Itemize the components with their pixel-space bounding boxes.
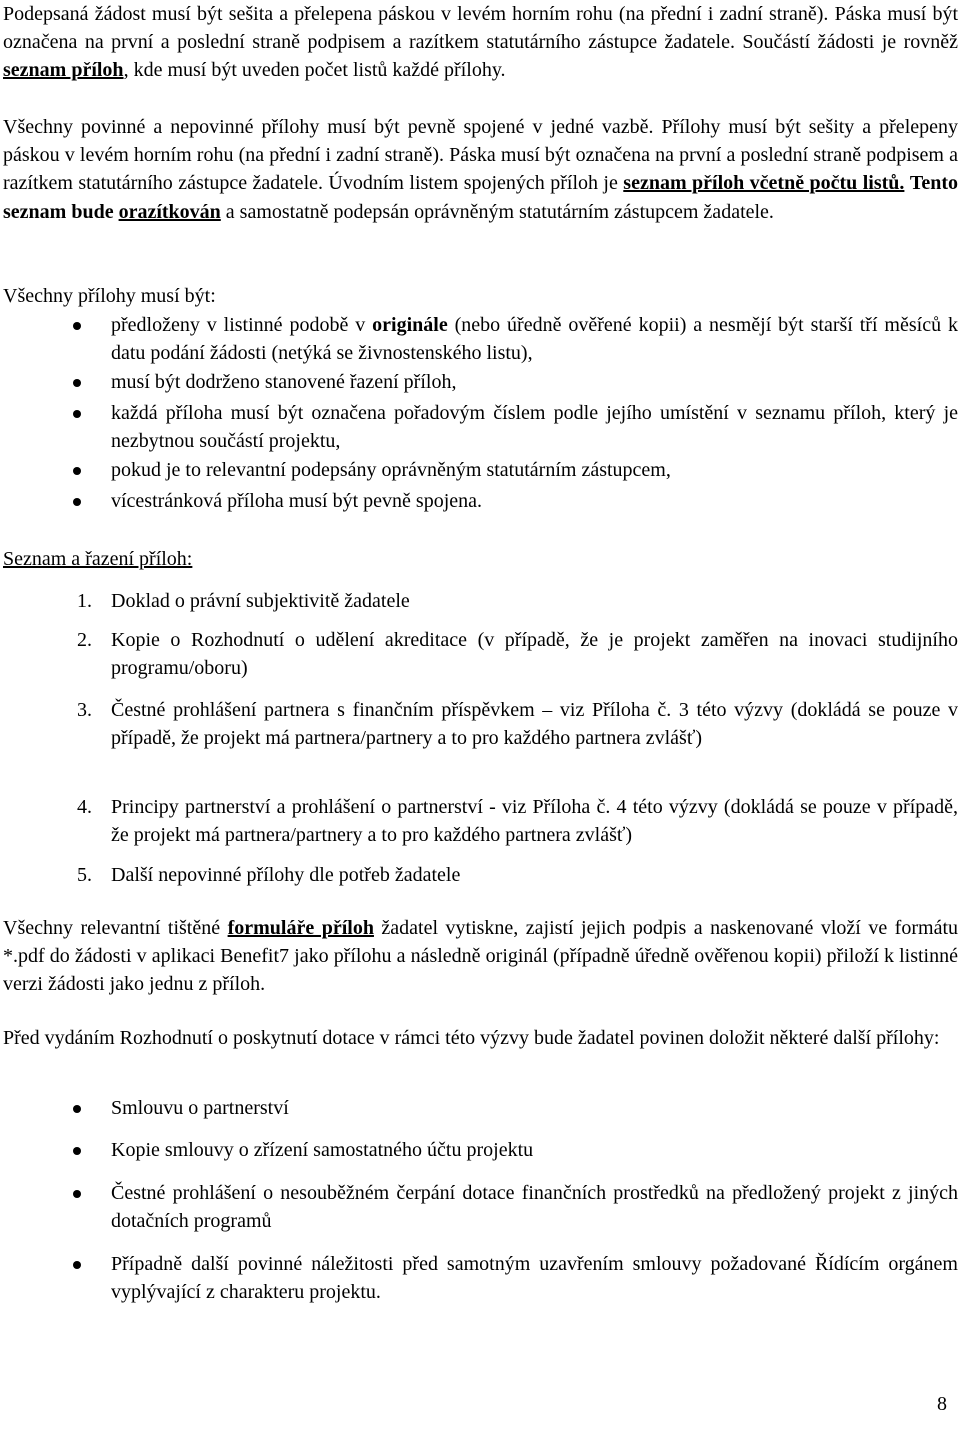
numbered-item: Čestné prohlášení partnera s finančním příspěvkem – viz Příloha č. 3 této výzvy (dokládá se pouze v případě, že projekt má partnera/partnery a to pro každého partnera zvlášť)	[111, 699, 958, 750]
list-number: 3.	[77, 699, 92, 721]
attachments-list-emphasis: seznam příloh	[3, 59, 124, 82]
original-emphasis: originále	[372, 314, 448, 336]
numbered-item: Další nepovinné přílohy dle potřeb žadatele	[111, 864, 461, 886]
list-item: každá příloha musí být označena pořadovým číslem podle jejího umístění v seznamu příloh, který je nezbytnou součástí projektu,	[111, 402, 958, 453]
paragraph-binding-rules: Všechny povinné a nepovinné přílohy musí být pevně spojené v jedné vazbě. Přílohy musí být sešity a přelepeny páskou v levém horním rohu (na přední i zadní straně). Páska musí být označena na první a poslední straně podpisem a razítkem statutárního zástupce žadatele. Úvodním listem spojených příloh je seznam příloh včetně počtu listů. Tento seznam bude orazítkován a samostatně podepsán oprávněným statutárním zástupcem žadatele.	[3, 116, 958, 223]
bullet-icon	[73, 1190, 81, 1198]
bullet-icon	[73, 1105, 81, 1113]
list-item: Případně další povinné náležitosti před samotným uzavřením smlouvy požadované Řídícím orgánem vyplývající z charakteru projektu.	[111, 1253, 958, 1304]
list-number: 5.	[77, 864, 92, 886]
paragraph-before-decision: Před vydáním Rozhodnutí o poskytnutí dotace v rámci této výzvy bude žadatel povinen doložit některé další přílohy:	[3, 1027, 940, 1049]
bullet-icon	[73, 410, 81, 418]
forms-emphasis: formuláře příloh	[227, 917, 374, 939]
numbered-item: Principy partnerství a prohlášení o partnerství - viz Příloha č. 4 této výzvy (dokládá se pouze v případě, že projekt má partnera/partnery a to pro každého partnera zvlášť)	[111, 796, 958, 847]
attachments-list-count-emphasis: seznam příloh včetně počtu listů.	[623, 172, 905, 195]
list-item: pokud je to relevantní podepsány oprávněným statutárním zástupcem,	[111, 459, 671, 481]
page-number: 8	[937, 1393, 947, 1415]
paragraph-signed-application: Podepsaná žádost musí být sešita a přelepena páskou v levém horním rohu (na přední i zadní straně). Páska musí být označena na první a poslední straně podpisem a razítkem statutárního zástupce žadatele. Součástí žádosti je rovněž seznam příloh, kde musí být uveden počet listů každé přílohy.	[3, 3, 958, 82]
list-item: předloženy v listinné podobě v originále (nebo úředně ověřené kopii) a nesmějí být starší tří měsíců k datu podání žádosti (netýká se živnostenského listu),	[111, 314, 958, 365]
numbered-item: Doklad o právní subjektivitě žadatele	[111, 590, 410, 612]
bullet-icon	[73, 322, 81, 330]
numbered-item: Kopie o Rozhodnutí o udělení akreditace (v případě, že je projekt zaměřen na inovaci studijního programu/oboru)	[111, 629, 958, 680]
list-item: Kopie smlouvy o zřízení samostatného účtu projektu	[111, 1139, 534, 1161]
bullet-icon	[73, 498, 81, 506]
bullet-icon	[73, 379, 81, 387]
list-number: 4.	[77, 796, 92, 818]
paragraph-all-attachments: Všechny přílohy musí být:	[3, 285, 216, 307]
list-item: Smlouvu o partnerství	[111, 1097, 289, 1119]
stamped-emphasis: orazítkován	[118, 200, 221, 223]
list-item: vícestránková příloha musí být pevně spojena.	[111, 490, 483, 512]
list-stamped-emphasis: Tento seznam bude	[3, 172, 958, 223]
list-item: musí být dodrženo stanovené řazení příloh,	[111, 371, 457, 393]
bullet-icon	[73, 1147, 81, 1155]
list-heading: Seznam a řazení příloh:	[3, 548, 193, 570]
list-item: Čestné prohlášení o nesouběžném čerpání dotace finančních prostředků na předložený projekt z jiných dotačních programů	[111, 1182, 958, 1233]
paragraph-printed-forms: Všechny relevantní tištěné formuláře příloh žadatel vytiskne, zajistí jejich podpis a naskenované vloží ve formátu *.pdf do žádosti v aplikaci Benefit7 jako přílohu a následně originál (případně úředně ověřenou kopii) přiloží k listinné verzi žádosti jako jednu z příloh.	[3, 917, 958, 996]
bullet-icon	[73, 467, 81, 475]
list-number: 1.	[77, 590, 92, 612]
list-number: 2.	[77, 629, 92, 651]
bullet-icon	[73, 1261, 81, 1269]
